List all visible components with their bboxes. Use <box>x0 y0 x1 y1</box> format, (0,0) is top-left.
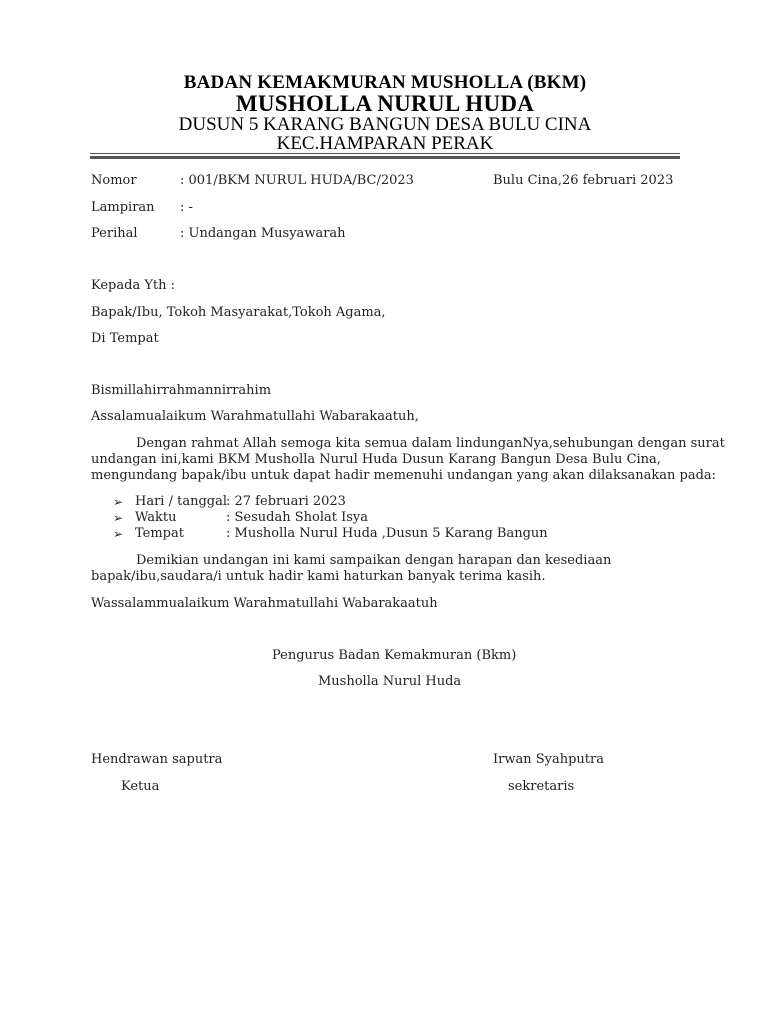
place-date: Bulu Cina,26 februari 2023 <box>493 173 674 188</box>
detail-label: Waktu <box>135 510 177 525</box>
detail-value: : 27 februari 2023 <box>226 494 346 509</box>
body-paragraph-line: mengundang bapak/ibu untuk dapat hadir memenuhi undangan yang akan dilaksanakan pada: <box>91 468 717 483</box>
letterhead-district: KEC.HAMPARAN PERAK <box>276 133 494 154</box>
letterhead-divider-thick <box>90 156 680 159</box>
lampiran-value: : - <box>180 200 193 215</box>
letterhead-organization: BADAN KEMAKMURAN MUSHOLLA (BKM) <box>183 72 587 93</box>
detail-value: : Sesudah Sholat Isya <box>226 510 369 525</box>
committee-title: Pengurus Badan Kemakmuran (Bkm) <box>272 648 517 663</box>
arrow-bullet-icon: ➢ <box>113 495 124 509</box>
perihal-value: : Undangan Musyawarah <box>180 226 346 241</box>
signatory-left-title: Ketua <box>121 779 160 794</box>
closing-salam: Wassalammualaikum Warahmatullahi Wabarakaatuh <box>91 596 438 611</box>
arrow-bullet-icon: ➢ <box>113 511 124 525</box>
detail-value: : Musholla Nurul Huda ,Dusun 5 Karang Bangun <box>226 526 548 541</box>
recipient-place: Di Tempat <box>91 331 159 346</box>
detail-label: Tempat <box>135 526 184 541</box>
body-paragraph-line: Dengan rahmat Allah semoga kita semua dalam lindunganNya,sehubungan dengan surat <box>136 436 725 451</box>
committee-name: Musholla Nurul Huda <box>318 674 462 689</box>
signatory-left-name: Hendrawan saputra <box>91 752 223 767</box>
perihal-label: Perihal <box>91 226 138 241</box>
opening-salam: Assalamualaikum Warahmatullahi Wabarakaatuh, <box>91 409 419 424</box>
body-paragraph-line: undangan ini,kami BKM Musholla Nurul Huda Dusun Karang Bangun Desa Bulu Cina, <box>91 452 661 467</box>
closing-paragraph-line: bapak/ibu,saudara/i untuk hadir kami haturkan banyak terima kasih. <box>91 569 546 584</box>
recipient-addressees: Bapak/Ibu, Tokoh Masyarakat,Tokoh Agama, <box>91 305 386 320</box>
nomor-value: : 001/BKM NURUL HUDA/BC/2023 <box>180 173 414 188</box>
signatory-right-title: sekretaris <box>508 779 575 794</box>
signatory-right-name: Irwan Syahputra <box>493 752 604 767</box>
arrow-bullet-icon: ➢ <box>113 527 124 541</box>
letterhead-divider-thin <box>90 153 680 154</box>
closing-paragraph-line: Demikian undangan ini kami sampaikan dengan harapan dan kesediaan <box>136 553 612 568</box>
letterhead-address: DUSUN 5 KARANG BANGUN DESA BULU CINA <box>178 114 592 135</box>
letterhead-name: MUSHOLLA NURUL HUDA <box>235 91 535 116</box>
lampiran-label: Lampiran <box>91 200 155 215</box>
basmalah: Bismillahirrahmannirrahim <box>91 383 272 398</box>
nomor-label: Nomor <box>91 173 137 188</box>
detail-label: Hari / tanggal <box>135 494 228 509</box>
recipient-greeting: Kepada Yth : <box>91 278 176 293</box>
